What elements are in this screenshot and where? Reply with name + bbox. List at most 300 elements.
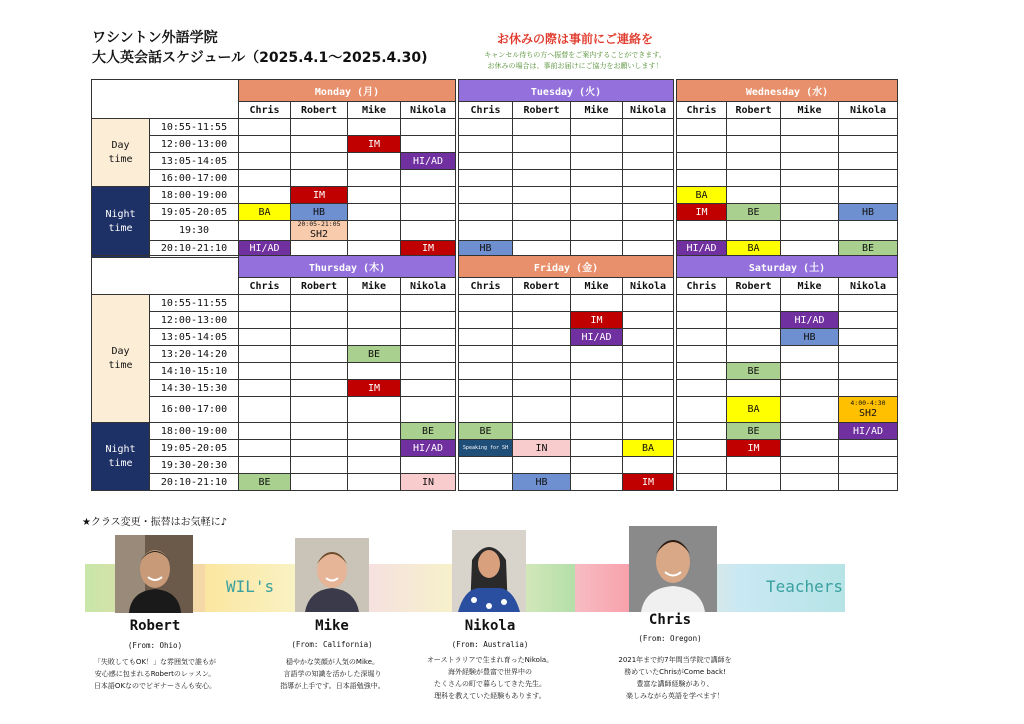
class-code: SH2 (309, 228, 329, 240)
empty-cell (239, 457, 291, 474)
empty-cell (401, 363, 456, 380)
empty-cell (677, 457, 727, 474)
teacher-desc-robert (70, 656, 240, 692)
empty-cell (839, 295, 898, 312)
empty-cell (348, 312, 401, 329)
empty-cell (571, 221, 623, 241)
header-blank (92, 256, 239, 295)
empty-cell (839, 153, 898, 170)
empty-cell (239, 440, 291, 457)
teacher-col-nikola: Nikola (839, 102, 898, 119)
empty-cell (623, 457, 674, 474)
empty-cell (459, 346, 513, 363)
empty-cell (239, 423, 291, 440)
empty-cell (459, 187, 513, 204)
empty-cell (571, 457, 623, 474)
empty-cell (239, 380, 291, 397)
empty-cell (677, 119, 727, 136)
teacher-name-robert: Robert (129, 618, 181, 634)
empty-cell (727, 312, 781, 329)
teacher-col-chris: Chris (459, 278, 513, 295)
empty-cell (677, 440, 727, 457)
empty-cell (513, 119, 571, 136)
period-label: Day (111, 345, 130, 357)
class-cell: IM (401, 240, 456, 257)
empty-cell (781, 119, 839, 136)
teacher-col-chris: Chris (459, 102, 513, 119)
nikola-photo (452, 530, 526, 612)
empty-cell (348, 329, 401, 346)
class-cell: HB (513, 474, 571, 491)
time-slot: 19:30-20:30 (150, 457, 239, 474)
class-time: 4:00-4:30 (850, 399, 886, 408)
empty-cell (839, 312, 898, 329)
empty-cell (839, 329, 898, 346)
empty-cell (571, 397, 623, 423)
empty-cell (571, 474, 623, 491)
empty-cell (239, 170, 291, 187)
empty-cell (781, 170, 839, 187)
empty-cell (727, 221, 781, 241)
brand-teachers: Teachers (766, 577, 844, 596)
empty-cell (513, 329, 571, 346)
empty-cell (348, 119, 401, 136)
class-cell: IM (727, 440, 781, 457)
teacher-col-robert: Robert (513, 102, 571, 119)
empty-cell (623, 221, 674, 241)
teacher-col-nikola: Nikola (623, 102, 674, 119)
class-cell: BE (459, 423, 513, 440)
time-slot: 19:05-20:05 (150, 204, 239, 221)
empty-cell (459, 204, 513, 221)
time-slot: 20:10-21:10 (150, 474, 239, 491)
empty-cell (239, 295, 291, 312)
empty-cell (401, 119, 456, 136)
teacher-col-mike: Mike (348, 278, 401, 295)
empty-cell (239, 221, 291, 241)
empty-cell (239, 346, 291, 363)
class-cell: HB (781, 329, 839, 346)
empty-cell (781, 440, 839, 457)
empty-cell (727, 295, 781, 312)
empty-cell (348, 457, 401, 474)
teacher-col-robert: Robert (727, 102, 781, 119)
absence-notice (470, 30, 680, 72)
empty-cell (239, 312, 291, 329)
class-cell (459, 440, 513, 457)
notice-line-1: キャンセル待ちの方へ振替をご案内することができます。 (484, 51, 666, 59)
empty-cell (623, 329, 674, 346)
teacher-desc-nikola (405, 654, 575, 702)
class-cell: BE (727, 204, 781, 221)
empty-cell (459, 397, 513, 423)
teacher-col-nikola: Nikola (623, 278, 674, 295)
empty-cell (401, 136, 456, 153)
empty-cell (348, 153, 401, 170)
period-label: Night (105, 443, 136, 455)
period-label: Night (105, 208, 136, 220)
class-cell: IM (677, 204, 727, 221)
empty-cell (401, 221, 456, 241)
empty-cell (839, 440, 898, 457)
mike-photo (295, 538, 369, 612)
class-cell: IM (571, 312, 623, 329)
empty-cell (513, 363, 571, 380)
empty-cell (571, 423, 623, 440)
desc-line: オーストラリアで生まれ育ったNikola。 (426, 656, 554, 664)
day-header-monday: Monday (月) (239, 80, 456, 102)
empty-cell (571, 119, 623, 136)
band-segment (575, 564, 635, 612)
empty-cell (513, 153, 571, 170)
empty-cell (291, 329, 348, 346)
class-cell: BE (839, 240, 898, 257)
school-name: ワシントン外語学院 (92, 30, 218, 46)
period-label: time (108, 457, 133, 469)
empty-cell (239, 153, 291, 170)
empty-cell (727, 457, 781, 474)
class-cell: BE (401, 423, 456, 440)
empty-cell (781, 363, 839, 380)
empty-cell (623, 295, 674, 312)
empty-cell (513, 457, 571, 474)
empty-cell (239, 397, 291, 423)
empty-cell (781, 295, 839, 312)
empty-cell (291, 380, 348, 397)
empty-cell (571, 380, 623, 397)
empty-cell (727, 329, 781, 346)
empty-cell (459, 474, 513, 491)
day-header-thursday: Thursday (木) (239, 256, 456, 278)
empty-cell (348, 363, 401, 380)
empty-cell (677, 346, 727, 363)
desc-line: 2021年まで約7年間当学院で講師を (618, 656, 732, 664)
class-cell: IN (513, 440, 571, 457)
teacher-name-mike: Mike (315, 618, 349, 634)
empty-cell (401, 380, 456, 397)
empty-cell (401, 204, 456, 221)
empty-cell (839, 457, 898, 474)
day-header-saturday: Saturday (土) (677, 256, 898, 278)
teacher-from-mike: (From: California) (291, 640, 373, 649)
empty-cell (291, 346, 348, 363)
empty-cell (401, 187, 456, 204)
class-cell: IM (291, 187, 348, 204)
empty-cell (781, 346, 839, 363)
teacher-name-nikola: Nikola (464, 618, 516, 634)
empty-cell (727, 474, 781, 491)
empty-cell (781, 136, 839, 153)
empty-cell (513, 204, 571, 221)
class-cell: BA (239, 204, 291, 221)
title-block (92, 28, 427, 68)
brand-wils: WIL's (226, 577, 275, 596)
time-slot: 14:10-15:10 (150, 363, 239, 380)
empty-cell (459, 136, 513, 153)
class-time: 20:05-21:05 (297, 220, 341, 228)
empty-cell (459, 153, 513, 170)
empty-cell (623, 397, 674, 423)
empty-cell (348, 440, 401, 457)
empty-cell (291, 119, 348, 136)
empty-cell (291, 397, 348, 423)
teacher-from-chris: (From: Oregon) (638, 634, 702, 643)
empty-cell (571, 170, 623, 187)
desc-line: 「失敗してもOK！」な雰囲気で誰もが (93, 658, 217, 666)
class-cell: IN (401, 474, 456, 491)
period-day (92, 295, 150, 423)
empty-cell (513, 170, 571, 187)
empty-cell (781, 474, 839, 491)
teacher-col-mike: Mike (781, 102, 839, 119)
time-slot: 19:05-20:05 (150, 440, 239, 457)
empty-cell (459, 295, 513, 312)
teacher-name-chris: Chris (648, 612, 692, 628)
class-cell (291, 221, 348, 241)
empty-cell (839, 474, 898, 491)
day-header-friday: Friday (金) (459, 256, 674, 278)
time-slot: 19:30 (150, 221, 239, 241)
empty-cell (459, 457, 513, 474)
empty-cell (401, 397, 456, 423)
time-slot: 13:05-14:05 (150, 329, 239, 346)
schedule-table-mon-wed (91, 79, 898, 258)
teacher-col-chris: Chris (239, 278, 291, 295)
empty-cell (677, 312, 727, 329)
time-slot: 13:20-14:20 (150, 346, 239, 363)
class-cell: HB (459, 240, 513, 257)
class-cell: BA (623, 440, 674, 457)
teacher-col-chris: Chris (239, 102, 291, 119)
time-slot: 10:55-11:55 (150, 119, 239, 136)
empty-cell (348, 474, 401, 491)
empty-cell (839, 187, 898, 204)
class-cell: HI/AD (571, 329, 623, 346)
teacher-col-robert: Robert (513, 278, 571, 295)
empty-cell (623, 119, 674, 136)
class-cell (839, 397, 898, 423)
class-cell: HI/AD (781, 312, 839, 329)
empty-cell (459, 312, 513, 329)
empty-cell (239, 119, 291, 136)
empty-cell (623, 423, 674, 440)
period-label: time (108, 153, 133, 165)
empty-cell (781, 397, 839, 423)
empty-cell (459, 119, 513, 136)
teacher-col-chris: Chris (677, 102, 727, 119)
empty-cell (401, 170, 456, 187)
empty-cell (459, 329, 513, 346)
empty-cell (839, 380, 898, 397)
empty-cell (623, 136, 674, 153)
empty-cell (677, 221, 727, 241)
desc-line: 海外経験が豊富で世界中の (448, 668, 532, 676)
empty-cell (623, 187, 674, 204)
empty-cell (291, 457, 348, 474)
empty-cell (677, 363, 727, 380)
teacher-col-robert: Robert (727, 278, 781, 295)
desc-line: 安心感に包まれるRobertのレッスン。 (94, 670, 216, 678)
teacher-col-nikola: Nikola (401, 278, 456, 295)
empty-cell (348, 423, 401, 440)
desc-line: 言語学の知識を活かした深堀り (283, 670, 382, 678)
class-cell: BE (727, 363, 781, 380)
empty-cell (623, 153, 674, 170)
empty-cell (727, 136, 781, 153)
empty-cell (291, 312, 348, 329)
class-cell: HI/AD (839, 423, 898, 440)
empty-cell (571, 136, 623, 153)
class-cell: IM (348, 380, 401, 397)
empty-cell (291, 423, 348, 440)
teacher-col-nikola: Nikola (839, 278, 898, 295)
time-slot: 10:55-11:55 (150, 295, 239, 312)
desc-line: 日本語OKなのでビギナーさんも安心。 (93, 682, 217, 690)
empty-cell (459, 380, 513, 397)
empty-cell (677, 380, 727, 397)
teacher-col-robert: Robert (291, 278, 348, 295)
empty-cell (727, 170, 781, 187)
time-slot: 14:30-15:30 (150, 380, 239, 397)
empty-cell (459, 221, 513, 241)
schedule-title: 大人英会話スケジュール（2025.4.1～2025.4.30) (92, 50, 428, 66)
desc-line: 理科を教えていた経験もあります。 (434, 692, 546, 700)
empty-cell (348, 397, 401, 423)
time-slot: 13:05-14:05 (150, 153, 239, 170)
schedule-table-thu-sat (91, 255, 898, 491)
empty-cell (459, 363, 513, 380)
empty-cell (727, 187, 781, 204)
class-cell: HI/AD (677, 240, 727, 257)
desc-line: 楽しみながら英語を学べます！ (626, 692, 724, 700)
empty-cell (623, 380, 674, 397)
empty-cell (623, 204, 674, 221)
empty-cell (401, 329, 456, 346)
day-header-wednesday: Wednesday (水) (677, 80, 898, 102)
empty-cell (401, 457, 456, 474)
class-cell: BE (239, 474, 291, 491)
period-day (92, 119, 150, 187)
class-note: Speaking for SH (462, 445, 509, 451)
empty-cell (677, 397, 727, 423)
time-slot: 20:10-21:10 (150, 240, 239, 257)
empty-cell (839, 136, 898, 153)
class-code: SH2 (858, 407, 878, 419)
empty-cell (348, 204, 401, 221)
empty-cell (571, 153, 623, 170)
class-cell: HI/AD (239, 240, 291, 257)
empty-cell (623, 170, 674, 187)
class-cell: BA (727, 397, 781, 423)
time-slot: 18:00-19:00 (150, 423, 239, 440)
period-night (92, 187, 150, 258)
empty-cell (571, 204, 623, 221)
notice-line-2: お休みの場合は、事前お届けにご協力をお願いします！ (487, 62, 663, 70)
time-slot: 12:00-13:00 (150, 312, 239, 329)
empty-cell (513, 136, 571, 153)
empty-cell (623, 312, 674, 329)
empty-cell (727, 153, 781, 170)
time-slot: 12:00-13:00 (150, 136, 239, 153)
period-label: time (108, 222, 133, 234)
empty-cell (291, 136, 348, 153)
empty-cell (839, 363, 898, 380)
empty-cell (571, 440, 623, 457)
swap-note: ★クラス変更・振替はお気軽に♪ (82, 517, 228, 528)
empty-cell (348, 295, 401, 312)
desc-line: 穏やかな笑顔が人気のMike。 (285, 658, 380, 666)
empty-cell (459, 170, 513, 187)
empty-cell (291, 440, 348, 457)
empty-cell (571, 295, 623, 312)
empty-cell (623, 346, 674, 363)
empty-cell (839, 221, 898, 241)
empty-cell (781, 423, 839, 440)
desc-line: たくさんの町で暮らしてきた先生。 (434, 680, 546, 688)
teacher-desc-mike (250, 656, 415, 692)
empty-cell (513, 380, 571, 397)
empty-cell (401, 295, 456, 312)
time-slot: 16:00-17:00 (150, 170, 239, 187)
period-night (92, 423, 150, 491)
class-cell: BA (677, 187, 727, 204)
empty-cell (781, 153, 839, 170)
empty-cell (571, 363, 623, 380)
period-label: Day (111, 139, 130, 151)
empty-cell (291, 474, 348, 491)
teacher-from-nikola: (From: Australia) (451, 640, 529, 649)
empty-cell (839, 170, 898, 187)
empty-cell (839, 346, 898, 363)
empty-cell (348, 170, 401, 187)
empty-cell (239, 363, 291, 380)
empty-cell (677, 153, 727, 170)
teacher-col-chris: Chris (677, 278, 727, 295)
empty-cell (513, 423, 571, 440)
time-slot: 16:00-17:00 (150, 397, 239, 423)
desc-line: 務めていたChrisがCome back! (624, 668, 726, 676)
desc-line: 豊富な講師経験があり、 (636, 680, 714, 688)
day-header-tuesday: Tuesday (火) (459, 80, 674, 102)
empty-cell (513, 397, 571, 423)
empty-cell (727, 346, 781, 363)
teacher-desc-chris (590, 654, 760, 702)
empty-cell (513, 346, 571, 363)
teacher-col-mike: Mike (571, 278, 623, 295)
empty-cell (781, 204, 839, 221)
time-slot: 18:00-19:00 (150, 187, 239, 204)
empty-cell (239, 187, 291, 204)
empty-cell (623, 363, 674, 380)
class-cell: HI/AD (401, 153, 456, 170)
teacher-col-mike: Mike (781, 278, 839, 295)
teacher-col-mike: Mike (348, 102, 401, 119)
class-cell: HI/AD (401, 440, 456, 457)
class-cell: IM (623, 474, 674, 491)
empty-cell (839, 119, 898, 136)
empty-cell (291, 153, 348, 170)
empty-cell (291, 170, 348, 187)
empty-cell (291, 295, 348, 312)
empty-cell (239, 329, 291, 346)
empty-cell (348, 221, 401, 241)
empty-cell (677, 295, 727, 312)
empty-cell (513, 187, 571, 204)
notice-main: お休みの際は事前にご連絡を (496, 32, 653, 46)
class-cell: BE (727, 423, 781, 440)
empty-cell (781, 187, 839, 204)
teacher-from-robert: (From: Ohio) (127, 641, 183, 650)
